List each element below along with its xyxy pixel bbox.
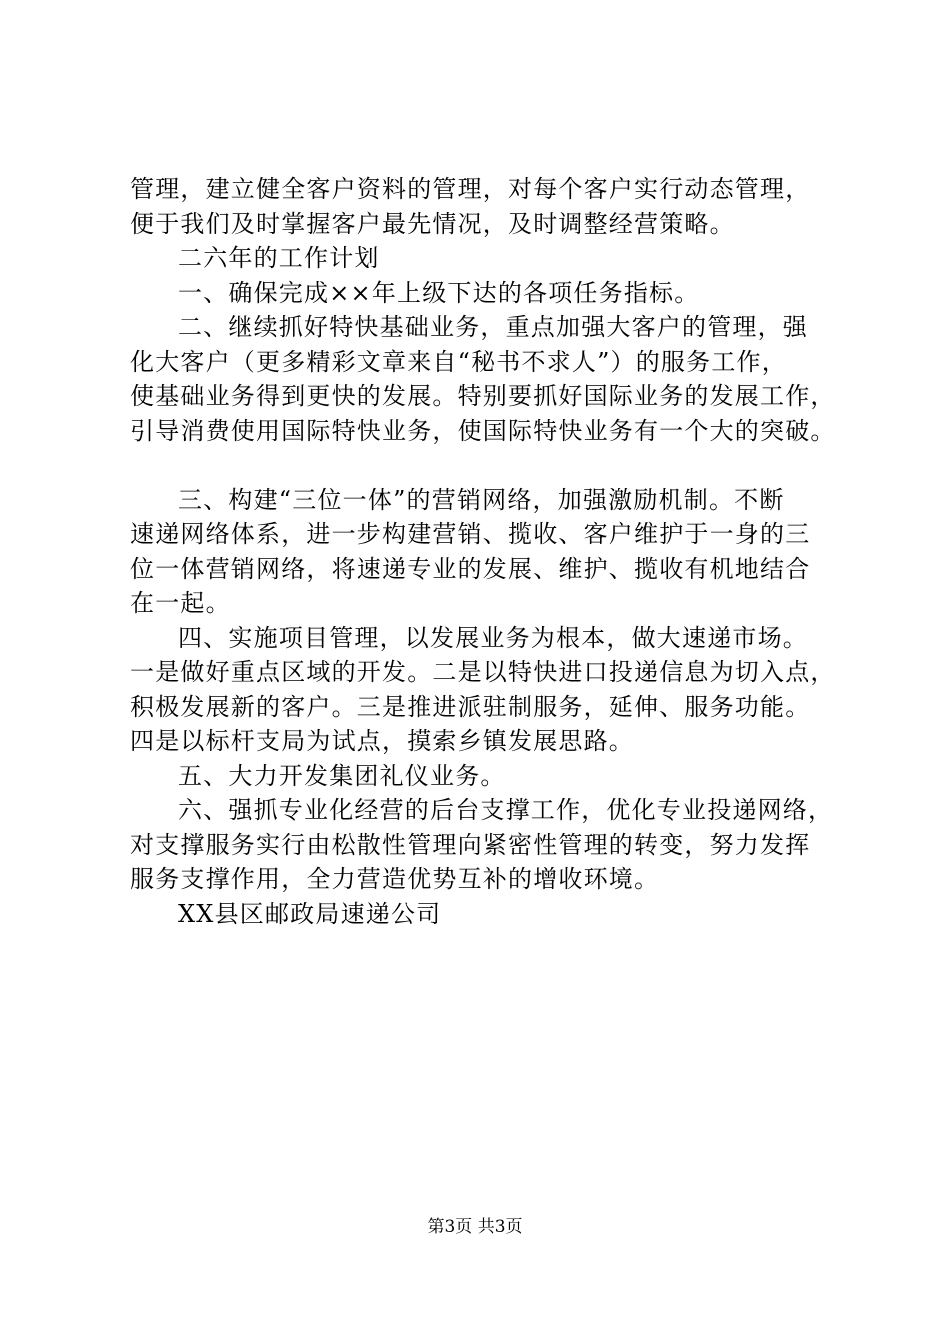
- text-line: 四、实施项目管理，以发展业务为根本，做大速递市场。: [178, 623, 808, 652]
- document-body: [130, 172, 850, 931]
- paragraph-3: [130, 276, 850, 311]
- text-line: 引导消费使用国际特快业务，使国际特快业务有一个大的突破。: [130, 416, 836, 445]
- text-line: 对支撑服务实行由松散性管理向紧密性管理的转变，努力发挥: [130, 830, 811, 859]
- text-line: 五、大力开发集团礼仪业务。: [178, 761, 506, 790]
- text-line: 位一体营销网络，将速递专业的发展、维护、揽收有机地结合: [130, 554, 811, 583]
- paragraph-1: [130, 172, 850, 241]
- organization-name: XX县区邮政局速递公司: [178, 899, 442, 928]
- text-line: 便于我们及时掌握客户最先情况，及时调整经营策略。: [130, 209, 735, 238]
- text-line: 在一起。: [130, 589, 231, 617]
- text-line: 一、确保完成××年上级下达的各项任务指标。: [178, 278, 700, 307]
- text-line: 管理，建立健全客户资料的管理，对每个客户实行动态管理，: [130, 175, 811, 203]
- section-heading: 二六年的工作计划: [178, 244, 380, 272]
- paragraph-6: [130, 621, 850, 759]
- paragraph-2: [130, 241, 850, 276]
- text-line: 四是以标杆支局为试点，摸索乡镇发展思路。: [130, 727, 634, 755]
- text-line: 一是做好重点区域的开发。二是以特快进口投递信息为切入点，: [130, 658, 836, 686]
- text-line: 服务支撑作用，全力营造优势互补的增收环境。: [130, 865, 660, 893]
- paragraph-8: [130, 793, 850, 897]
- paragraph-4: [130, 310, 850, 448]
- text-line: 三、构建“三位一体”的营销网络，加强激励机制。不断: [178, 485, 785, 514]
- text-line: 积极发展新的客户。三是推进派驻制服务，延伸、服务功能。: [130, 692, 811, 721]
- text-line: 速递网络体系，进一步构建营销、揽收、客户维护于一身的三: [130, 520, 811, 548]
- paragraph-7: [130, 759, 850, 794]
- page-footer: 第3页 共3页: [427, 1217, 523, 1237]
- text-line: 使基础业务得到更快的发展。特别要抓好国际业务的发展工作，: [130, 382, 836, 410]
- text-line: 化大客户（更多精彩文章来自“秘书不求人”）的服务工作，: [130, 347, 787, 376]
- signature: [130, 897, 850, 932]
- text-line: 二、继续抓好特快基础业务，重点加强大客户的管理，强: [178, 313, 808, 341]
- blank-line: [130, 448, 850, 483]
- paragraph-5: [130, 483, 850, 621]
- text-line: 六、强抓专业化经营的后台支撑工作，优化专业投递网络，: [178, 796, 834, 824]
